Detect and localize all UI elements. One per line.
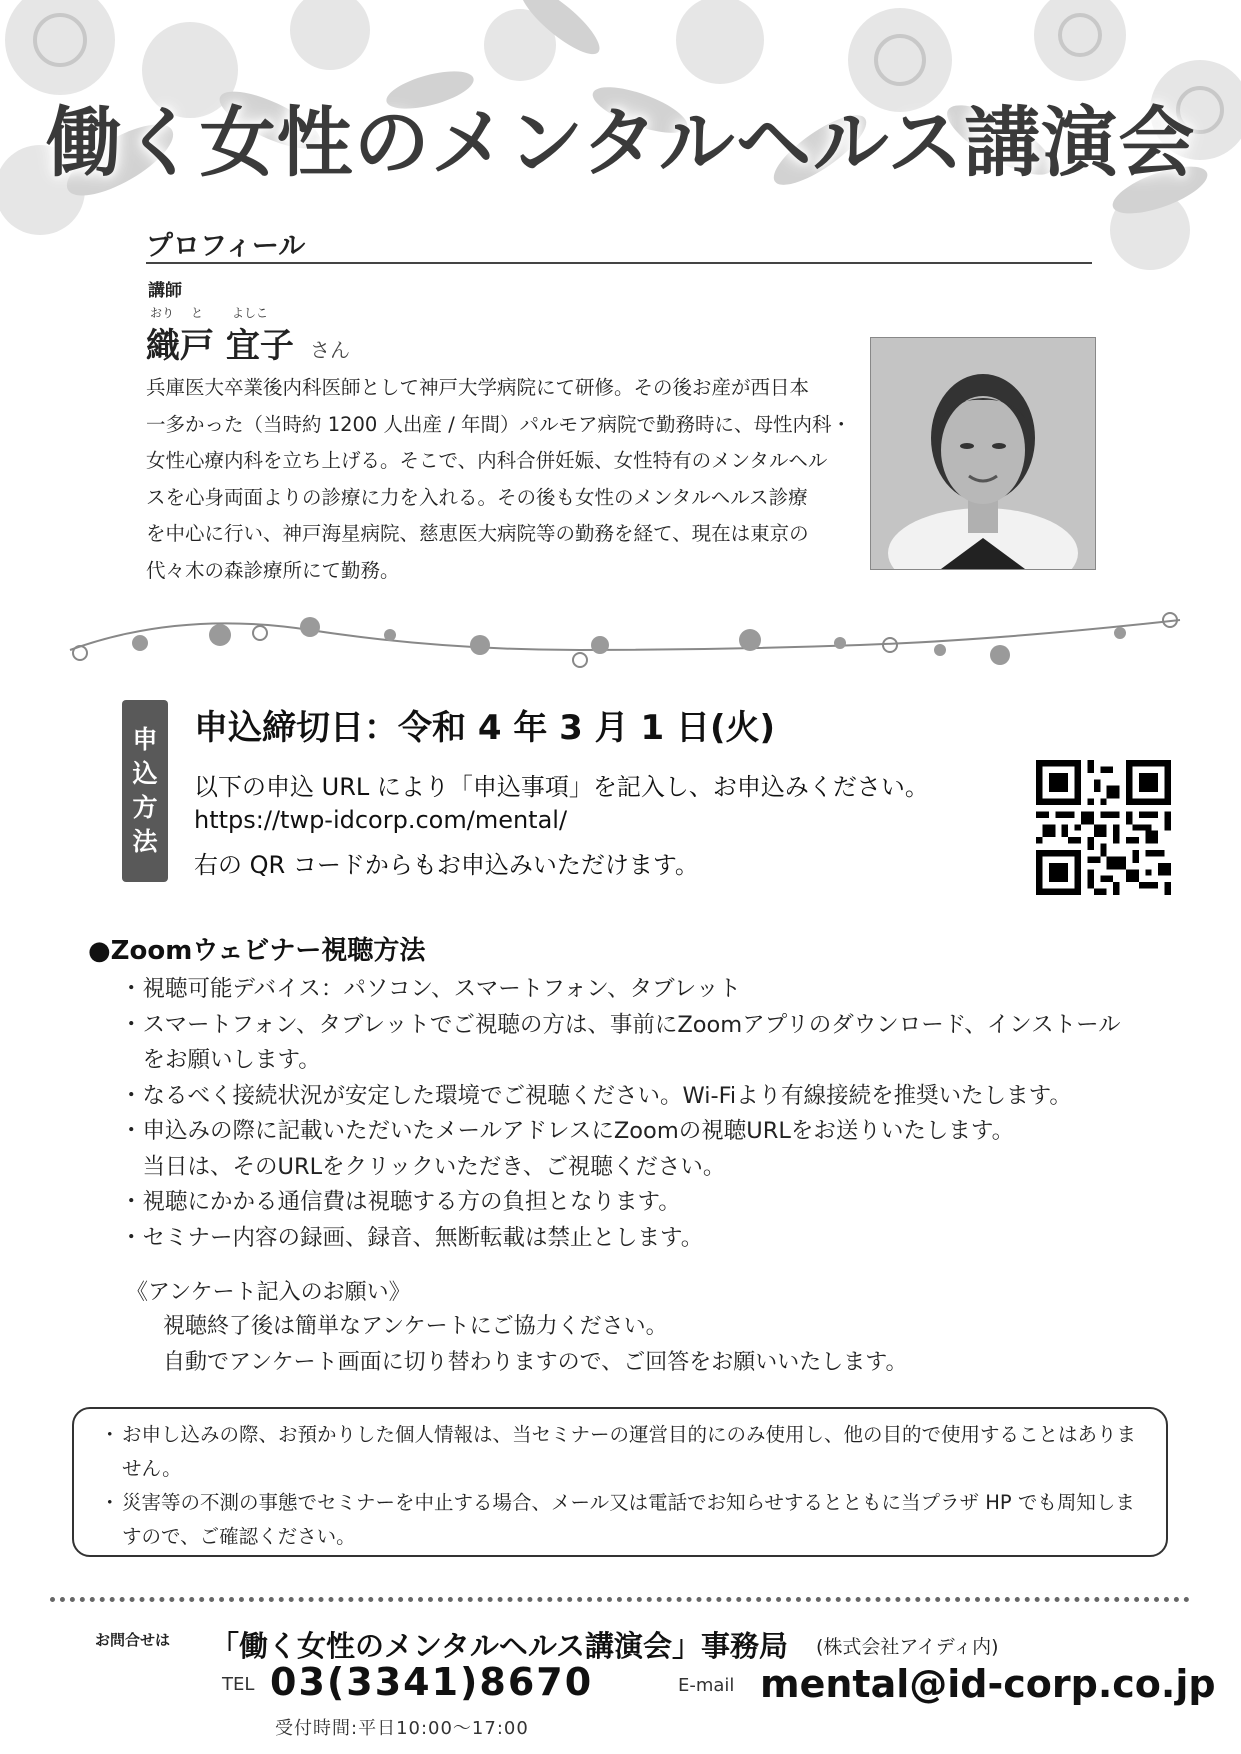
notice-item	[100, 1418, 1150, 1486]
list-item: 当日は、そのURLをクリックいただき、ご視聴ください。	[120, 1153, 726, 1180]
office-company: (株式会社アイディ内)	[816, 1636, 999, 1658]
business-hours: 受付時間:平日10:00〜17:00	[275, 1718, 529, 1739]
bio-line: 一多かった（当時約 1200 人出産 / 年間）パルモア病院で勤務時に、母性内科・	[146, 412, 851, 436]
notice-bullet: ・	[100, 1491, 120, 1514]
office-name: 「働く女性のメンタルヘルス講演会」事務局	[210, 1629, 788, 1663]
list-item: ・申込みの際に記載いただいたメールアドレスにZoomの視聴URLをお送りいたします。	[120, 1118, 1015, 1144]
contact-label: お問合せは	[95, 1631, 171, 1649]
speaker-family-name: 織戸	[146, 326, 214, 366]
speaker-name	[146, 318, 294, 367]
application-deadline: 申込締切日：令和 4 年 3 月 1 日(火)	[194, 708, 776, 748]
qr-code[interactable]	[1036, 760, 1171, 895]
list-item: ・視聴可能デバイス：パソコン、スマートフォン、タブレット	[120, 976, 742, 1002]
apply-url-link[interactable]: https://twp-idcorp.com/mental/	[194, 806, 568, 834]
list-item: ・スマートフォン、タブレットでご視聴の方は、事前にZoomアプリのダウンロード、インストール	[120, 1011, 1121, 1038]
list-item: ・なるべく接続状況が安定した環境でご視聴ください。Wi-Fiより有線接続を推奨いたします。	[120, 1082, 1072, 1109]
footer-dotted-divider	[50, 1597, 1190, 1602]
apply-tab-char: 法	[132, 827, 158, 856]
bio-line: を中心に行い、神戸海星病院、慈恵医大病院等の勤務を経て、現在は東京の	[146, 522, 809, 545]
notice-item-text: 災害等の不測の事態でセミナーを中止する場合、メール又は電話でお知らせするとともに当プラザ HP でも周知しますので、ご確認ください。	[122, 1491, 1135, 1548]
email-address-link[interactable]: mental@id-corp.co.jp	[760, 1662, 1216, 1706]
vine-divider-decoration	[60, 605, 1190, 675]
zoom-webinar-heading: ●Zoomウェビナー視聴方法	[88, 936, 426, 966]
tel-label: TEL	[222, 1674, 255, 1695]
notice-bullet: ・	[100, 1423, 120, 1446]
speaker-given-name: 宜子	[225, 326, 294, 366]
phone-number[interactable]: 03(3341)8670	[270, 1660, 594, 1704]
survey-request-heading: 《アンケート記入のお願い》	[126, 1280, 411, 1305]
bio-line: スを心身両面よりの診療に力を入れる。その後も女性のメンタルヘルス診療	[146, 485, 808, 509]
page-title: 働く女性のメンタルヘルス講演会	[45, 98, 1196, 187]
survey-request-line: 視聴終了後は簡単なアンケートにご協力ください。	[163, 1314, 668, 1339]
notice-list	[100, 1418, 1150, 1554]
bio-line: 女性心療内科を立ち上げる。そこで、内科合併妊娠、女性特有のメンタルヘル	[146, 449, 828, 472]
speaker-bio	[146, 370, 861, 589]
qr-instruction: 右の QR コードからもお申込みいただけます。	[194, 851, 699, 879]
apply-tab-char: 込	[132, 759, 158, 788]
speaker-photo	[870, 337, 1096, 570]
apply-tab-char: 方	[132, 793, 158, 822]
speaker-role-label: 講師	[148, 281, 182, 301]
apply-instruction: 以下の申込 URL により「申込事項」を記入し、お申込みください。	[194, 773, 929, 801]
list-item: ・セミナー内容の録画、録音、無断転載は禁止とします。	[120, 1224, 704, 1251]
profile-heading: プロフィール	[146, 231, 306, 262]
profile-divider	[146, 262, 1092, 264]
apply-tab-char: 申	[132, 725, 158, 754]
bio-line: 兵庫医大卒業後内科医師として神戸大学病院にて研修。その後お産が西日本	[146, 376, 810, 399]
notice-item	[100, 1486, 1150, 1554]
list-item: ・視聴にかかる通信費は視聴する方の負担となります。	[120, 1189, 681, 1215]
bio-line: 代々木の森診療所にて勤務。	[146, 558, 400, 582]
speaker-honorific: さん	[310, 338, 350, 362]
apply-method-tab	[122, 700, 168, 882]
notice-item-text: お申し込みの際、お預かりした個人情報は、当セミナーの運営目的にのみ使用し、他の目的で使用することはありません。	[122, 1423, 1137, 1480]
name-ruby-to: と	[191, 306, 204, 320]
survey-request-line: 自動でアンケート画面に切り替わりますので、ご回答をお願いいたします。	[163, 1350, 908, 1375]
email-label: E-mail	[678, 1675, 735, 1696]
name-ruby-ori: おり	[150, 306, 175, 320]
list-item: をお願いします。	[120, 1047, 321, 1073]
zoom-instructions-list	[120, 972, 1200, 1256]
name-ruby-yoshiko: よしこ	[232, 306, 269, 320]
